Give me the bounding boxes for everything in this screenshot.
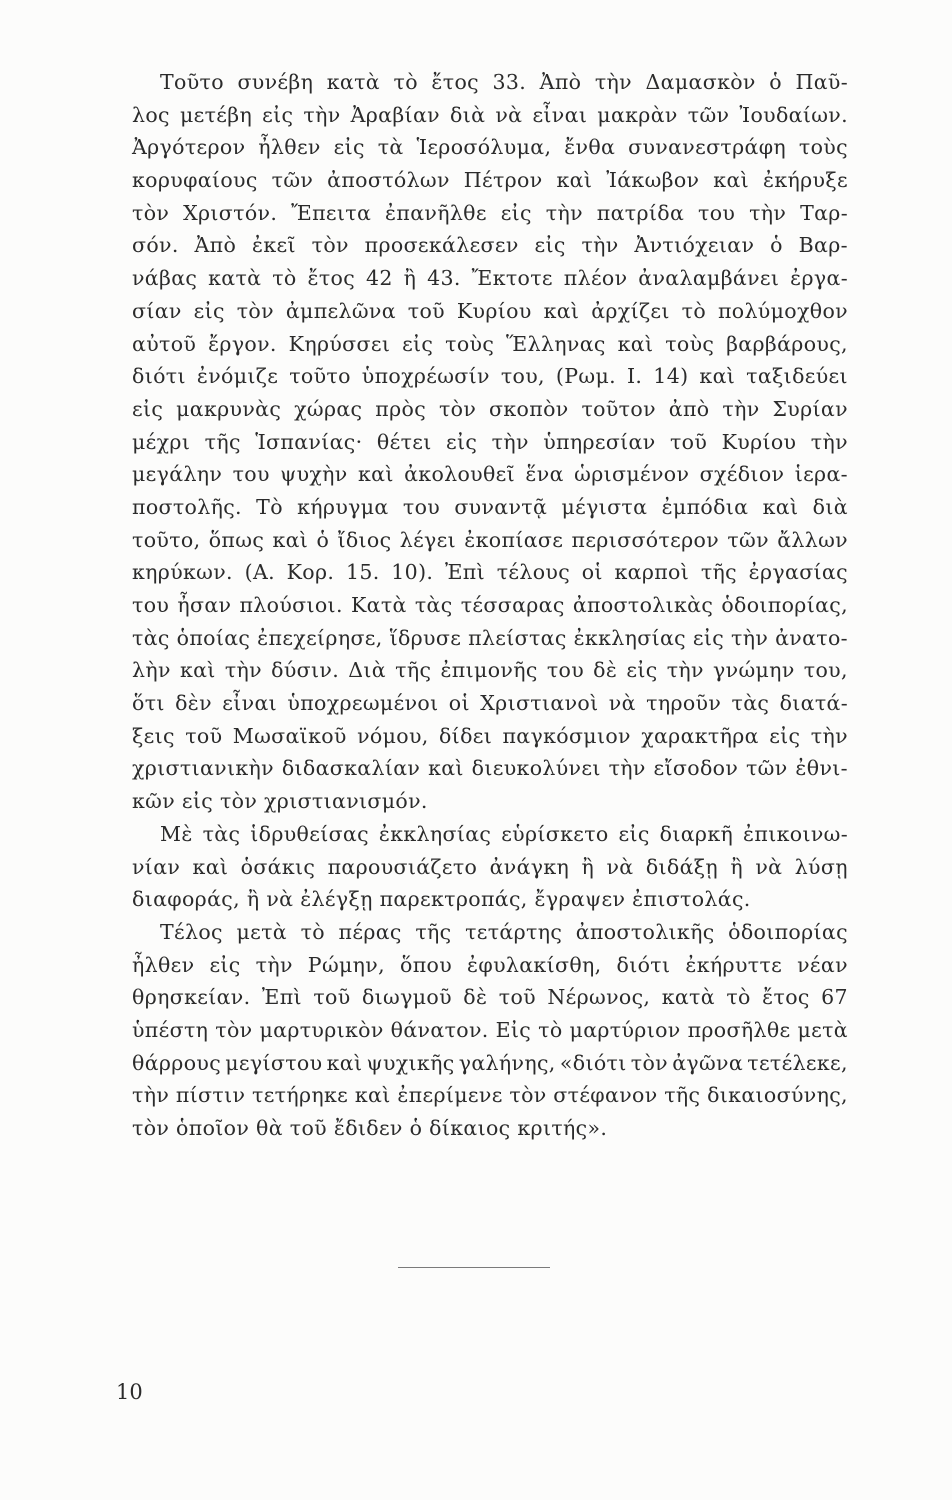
text-line: θάρρους μεγίστου καὶ ψυχικῆς γαλήνης, «διότι τὸν ἀγῶνα τετέλεκε, (132, 1050, 848, 1075)
text-line: λὴν καὶ τὴν δύσιν. Διὰ τῆς ἐπιμονῆς του δὲ εἰς τὴν γνώμην του, (132, 658, 848, 683)
text-line: του ἦσαν πλούσιοι. Κατὰ τὰς τέσσαρας ἀποστολικὰς ὁδοιπορίας, (132, 593, 848, 617)
body-text (132, 66, 848, 1145)
text-line: αὐτοῦ ἔργον. Κηρύσσει εἰς τοὺς Ἕλληνας καὶ τοὺς βαρβάρους, (132, 331, 848, 356)
text-line: ξεις τοῦ Μωσαϊκοῦ νόμου, δίδει παγκόσμιον χαρακτῆρα εἰς τὴν (132, 723, 848, 748)
text-line: διαφοράς, ἢ νὰ ἐλέγξῃ παρεκτροπάς, ἔγραψεν ἐπιστολάς. (132, 887, 751, 912)
text-line: ὑπέστη τὸν μαρτυρικὸν θάνατον. Εἰς τὸ μαρτύριον προσῆλθε μετὰ (132, 1017, 848, 1042)
text-line: τοῦτο, ὅπως καὶ ὁ ἴδιος λέγει ἐκοπίασε περισσότερον τῶν ἄλλων (132, 527, 848, 552)
text-line: ἦλθεν εἰς τὴν Ρώμην, ὅπου ἐφυλακίσθη, διότι ἐκήρυττε νέαν (132, 952, 848, 977)
text-line: τὴν πίστιν τετήρηκε καὶ ἐπερίμενε τὸν στέφανον τῆς δικαιοσύνης, (132, 1083, 848, 1108)
text-line: λος μετέβη εἰς τὴν Ἀραβίαν διὰ νὰ εἶναι μακρὰν τῶν Ἰουδαίων. (132, 102, 848, 127)
text-line: τὰς ὁποίας ἐπεχείρησε, ἵδρυσε πλείστας ἐκκλησίας εἰς τὴν ἀνατο- (132, 625, 848, 650)
text-line: τὸν ὁποῖον θὰ τοῦ ἔδιδεν ὁ δίκαιος κριτής». (132, 1116, 608, 1140)
text-line: κορυφαίους τῶν ἀποστόλων Πέτρον καὶ Ἰάκωβον καὶ ἐκήρυξε (132, 168, 848, 193)
paragraph (132, 66, 848, 818)
text-line: χριστιανικὴν διδασκαλίαν καὶ διευκολύνει τὴν εἴσοδον τῶν ἐθνι- (132, 756, 848, 781)
text-line: Τέλος μετὰ τὸ πέρας τῆς τετάρτης ἀποστολικῆς ὁδοιπορίας (160, 919, 848, 944)
text-line: τὸν Χριστόν. Ἔπειτα ἐπανῆλθε εἰς τὴν πατρίδα του τὴν Ταρ- (132, 200, 848, 225)
text-line: σόν. Ἀπὸ ἐκεῖ τὸν προσεκάλεσεν εἰς τὴν Ἀντιόχειαν ὁ Βαρ- (132, 233, 848, 258)
text-line: θρησκείαν. Ἐπὶ τοῦ διωγμοῦ δὲ τοῦ Νέρωνος, κατὰ τὸ ἔτος 67 (132, 985, 848, 1010)
section-divider (398, 1267, 550, 1268)
paragraph (132, 818, 848, 916)
text-line: Μὲ τὰς ἱδρυθείσας ἐκκλησίας εὑρίσκετο εἰς διαρκῆ ἐπικοινω- (160, 821, 848, 846)
text-line: Τοῦτο συνέβη κατὰ τὸ ἔτος 33. Ἀπὸ τὴν Δαμασκὸν ὁ Παῦ- (160, 70, 848, 94)
text-line: ποστολῆς. Τὸ κήρυγμα του συναντᾷ μέγιστα ἐμπόδια καὶ διὰ (132, 494, 848, 519)
text-line: εἰς μακρυνὰς χώρας πρὸς τὸν σκοπὸν τοῦτον ἀπὸ τὴν Συρίαν (132, 396, 848, 421)
text-line: ὅτι δὲν εἶναι ὑποχρεωμένοι οἱ Χριστιανοὶ νὰ τηροῦν τὰς διατά- (132, 691, 848, 716)
text-line: σίαν εἰς τὸν ἀμπελῶνα τοῦ Κυρίου καὶ ἀρχίζει τὸ πολύμοχθον (132, 298, 848, 323)
page-number: 10 (116, 1380, 143, 1404)
text-line: κηρύκων. (Α. Κορ. 15. 10). Ἐπὶ τέλους οἱ καρποὶ τῆς ἐργασίας (132, 560, 848, 585)
text-line: νάβας κατὰ τὸ ἔτος 42 ἢ 43. Ἔκτοτε πλέον ἀναλαμβάνει ἐργα- (132, 266, 848, 291)
text-line: μέχρι τῆς Ἱσπανίας· θέτει εἰς τὴν ὑπηρεσίαν τοῦ Κυρίου τὴν (132, 429, 848, 454)
text-line: Ἀργότερον ἦλθεν εἰς τὰ Ἱεροσόλυμα, ἔνθα συνανεστράφη τοὺς (132, 135, 848, 160)
text-line: νίαν καὶ ὁσάκις παρουσιάζετο ἀνάγκη ἢ νὰ διδάξῃ ἢ νὰ λύσῃ (132, 854, 848, 879)
text-line: μεγάλην του ψυχὴν καὶ ἀκολουθεῖ ἕνα ὡρισμένον σχέδιον ἱερα- (132, 462, 848, 487)
paragraph (132, 916, 848, 1145)
text-line: κῶν εἰς τὸν χριστιανισμόν. (132, 789, 428, 814)
text-line: διότι ἐνόμιζε τοῦτο ὑποχρέωσίν του, (Ρωμ. Ι. 14) καὶ ταξιδεύει (132, 364, 848, 389)
